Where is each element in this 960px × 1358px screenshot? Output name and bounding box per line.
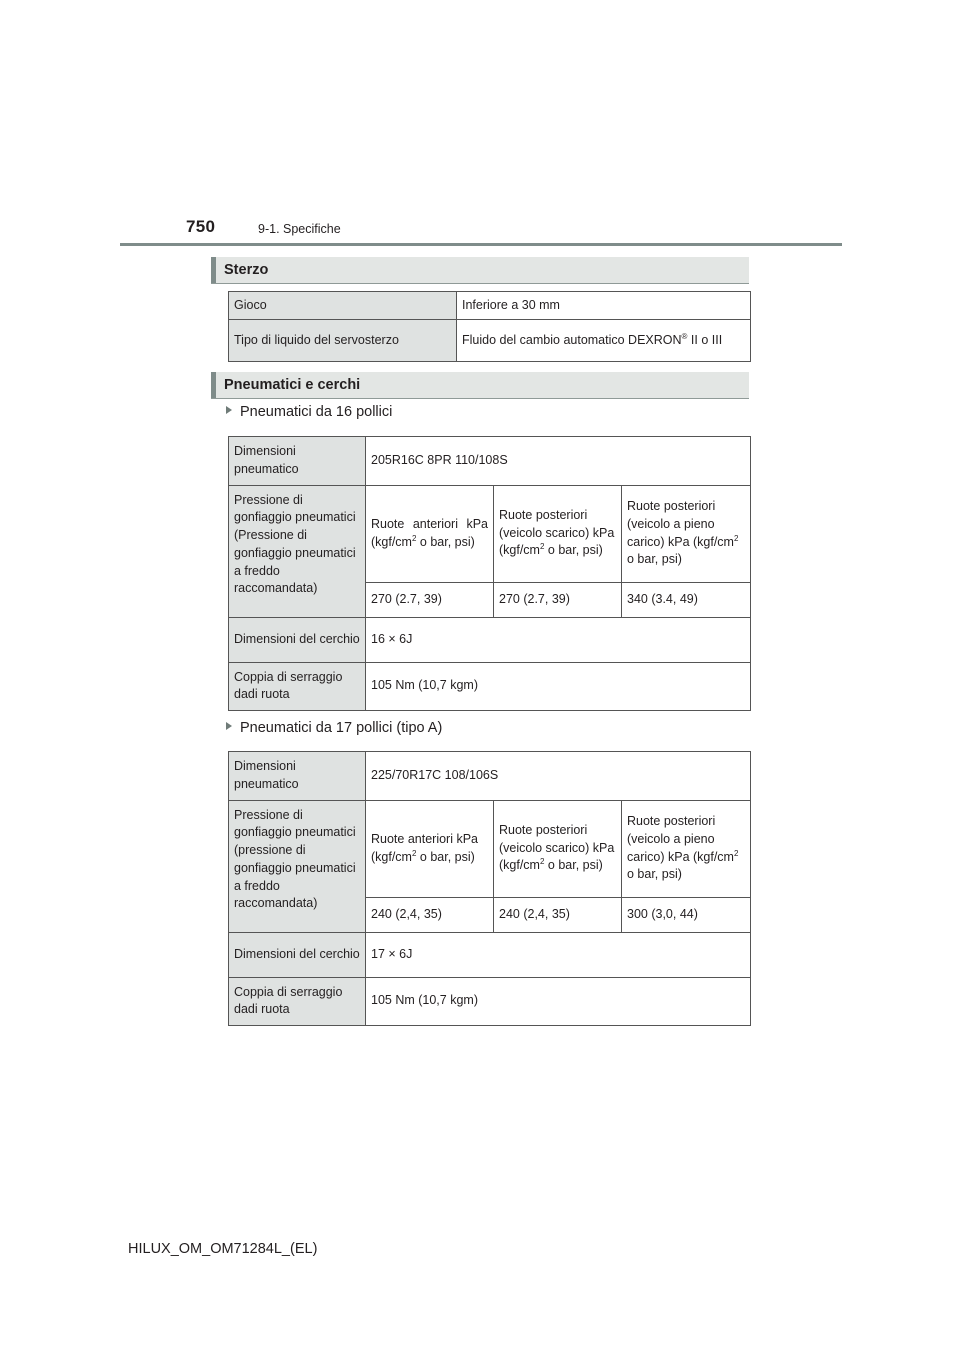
subhead-text: Pneumatici da 16 pollici: [240, 404, 393, 420]
table-row: [229, 662, 751, 711]
steering-play-value: Inferiore a 30 mm: [457, 292, 751, 320]
tire-table-16: [228, 436, 751, 711]
table-row: [229, 485, 751, 582]
superscript: 2: [539, 857, 545, 867]
fluid-text: Fluido del cambio automatico DEXRON: [462, 332, 682, 347]
rear-empty-header: [494, 485, 622, 582]
superscript: 2: [733, 533, 739, 543]
rear-empty-header-text: Ruote posteriori (veicolo scarico) kPa (kgf/cm: [499, 507, 615, 558]
rear-empty-header-tail: o bar, psi): [544, 543, 603, 558]
subhead-16-inch: [226, 404, 392, 420]
table-row: [229, 977, 751, 1026]
rear-full-header-tail: o bar, psi): [627, 552, 682, 567]
triangle-right-icon: [226, 406, 232, 414]
torque-label: Coppia di serraggio dadi ruota: [229, 977, 366, 1026]
section-heading-bar: [211, 257, 216, 283]
rim-size-label: Dimensioni del cerchio: [229, 617, 366, 662]
front-header-text: Ruote anteriori kPa (kgf/cm: [371, 516, 488, 549]
footer-doc-code: HILUX_OM_OM71284L_(EL): [128, 1241, 318, 1257]
steering-table: [228, 291, 751, 362]
section-heading-title: Sterzo: [224, 262, 269, 278]
rear-full-header-text: Ruote posteriori (veicolo a pieno carico) kPa (kgf/cm: [627, 814, 734, 864]
table-row: [229, 292, 751, 320]
rear-full-header-tail: o bar, psi): [627, 867, 682, 882]
section-heading-bar: [211, 372, 216, 398]
subhead-text: Pneumatici da 17 pollici (tipo A): [240, 720, 443, 736]
rim-size-label: Dimensioni del cerchio: [229, 932, 366, 977]
tire-size-label: Dimensioni pneumatico: [229, 752, 366, 801]
table-row: [229, 617, 751, 662]
section-heading-steering: [211, 257, 749, 284]
rear-full-header: [622, 800, 751, 897]
table-row: [229, 320, 751, 362]
rim-size-value: 16 × 6J: [366, 617, 751, 662]
tire-size-value: 225/70R17C 108/106S: [366, 752, 751, 801]
page-number: 750: [186, 217, 216, 236]
pressure-label: Pressione di gonfiaggio pneumatici (Pressione di gonfiaggio pneumatici a freddo raccomandata): [229, 485, 366, 617]
tire-size-value: 205R16C 8PR 110/108S: [366, 437, 751, 486]
section-heading-title: Pneumatici e cerchi: [224, 377, 361, 393]
fluid-text-tail: II o III: [687, 332, 723, 347]
triangle-right-icon: [226, 722, 232, 730]
subhead-17-inch: [226, 720, 442, 736]
superscript: 2: [411, 533, 417, 543]
front-header-tail: o bar, psi): [416, 534, 475, 549]
front-header: [366, 800, 494, 897]
rear-empty-header-tail: o bar, psi): [544, 858, 603, 873]
front-header-tail: o bar, psi): [416, 849, 475, 864]
front-pressure-value: 240 (2,4, 35): [366, 897, 494, 932]
table-row: [229, 752, 751, 801]
torque-label: Coppia di serraggio dadi ruota: [229, 662, 366, 711]
registered-mark: ®: [681, 331, 688, 341]
superscript: 2: [733, 848, 739, 858]
table-row: [229, 437, 751, 486]
tire-table-17: [228, 751, 751, 1026]
front-header: [366, 485, 494, 582]
rim-size-value: 17 × 6J: [366, 932, 751, 977]
section-heading-tires: [211, 372, 749, 399]
rear-full-header: [622, 485, 751, 582]
front-pressure-value: 270 (2.7, 39): [366, 582, 494, 617]
table-row: [229, 800, 751, 897]
header-rule: [120, 243, 842, 246]
rear-empty-header: [494, 800, 622, 897]
rear-empty-header-text: Ruote posteriori (veicolo scarico) kPa (kgf/cm: [499, 822, 615, 873]
pressure-label: Pressione di gonfiaggio pneumatici (pressione di gonfiaggio pneumatici a freddo raccomandata): [229, 800, 366, 932]
steering-play-label: Gioco: [229, 292, 457, 320]
table-row: [229, 932, 751, 977]
steering-fluid-value: [457, 320, 751, 362]
superscript: 2: [539, 542, 545, 552]
rear-full-header-text: Ruote posteriori (veicolo a pieno carico) kPa (kgf/cm: [627, 499, 734, 549]
rear-empty-pressure-value: 240 (2,4, 35): [494, 897, 622, 932]
torque-value: 105 Nm (10,7 kgm): [366, 977, 751, 1026]
tire-size-label: Dimensioni pneumatico: [229, 437, 366, 486]
front-header-text: Ruote anteriori kPa (kgf/cm: [371, 831, 479, 864]
torque-value: 105 Nm (10,7 kgm): [366, 662, 751, 711]
rear-full-pressure-value: 300 (3,0, 44): [622, 897, 751, 932]
section-label: 9-1. Specifiche: [258, 222, 341, 236]
rear-full-pressure-value: 340 (3.4, 49): [622, 582, 751, 617]
rear-empty-pressure-value: 270 (2.7, 39): [494, 582, 622, 617]
superscript: 2: [411, 848, 417, 858]
steering-fluid-label: Tipo di liquido del servosterzo: [229, 320, 457, 362]
